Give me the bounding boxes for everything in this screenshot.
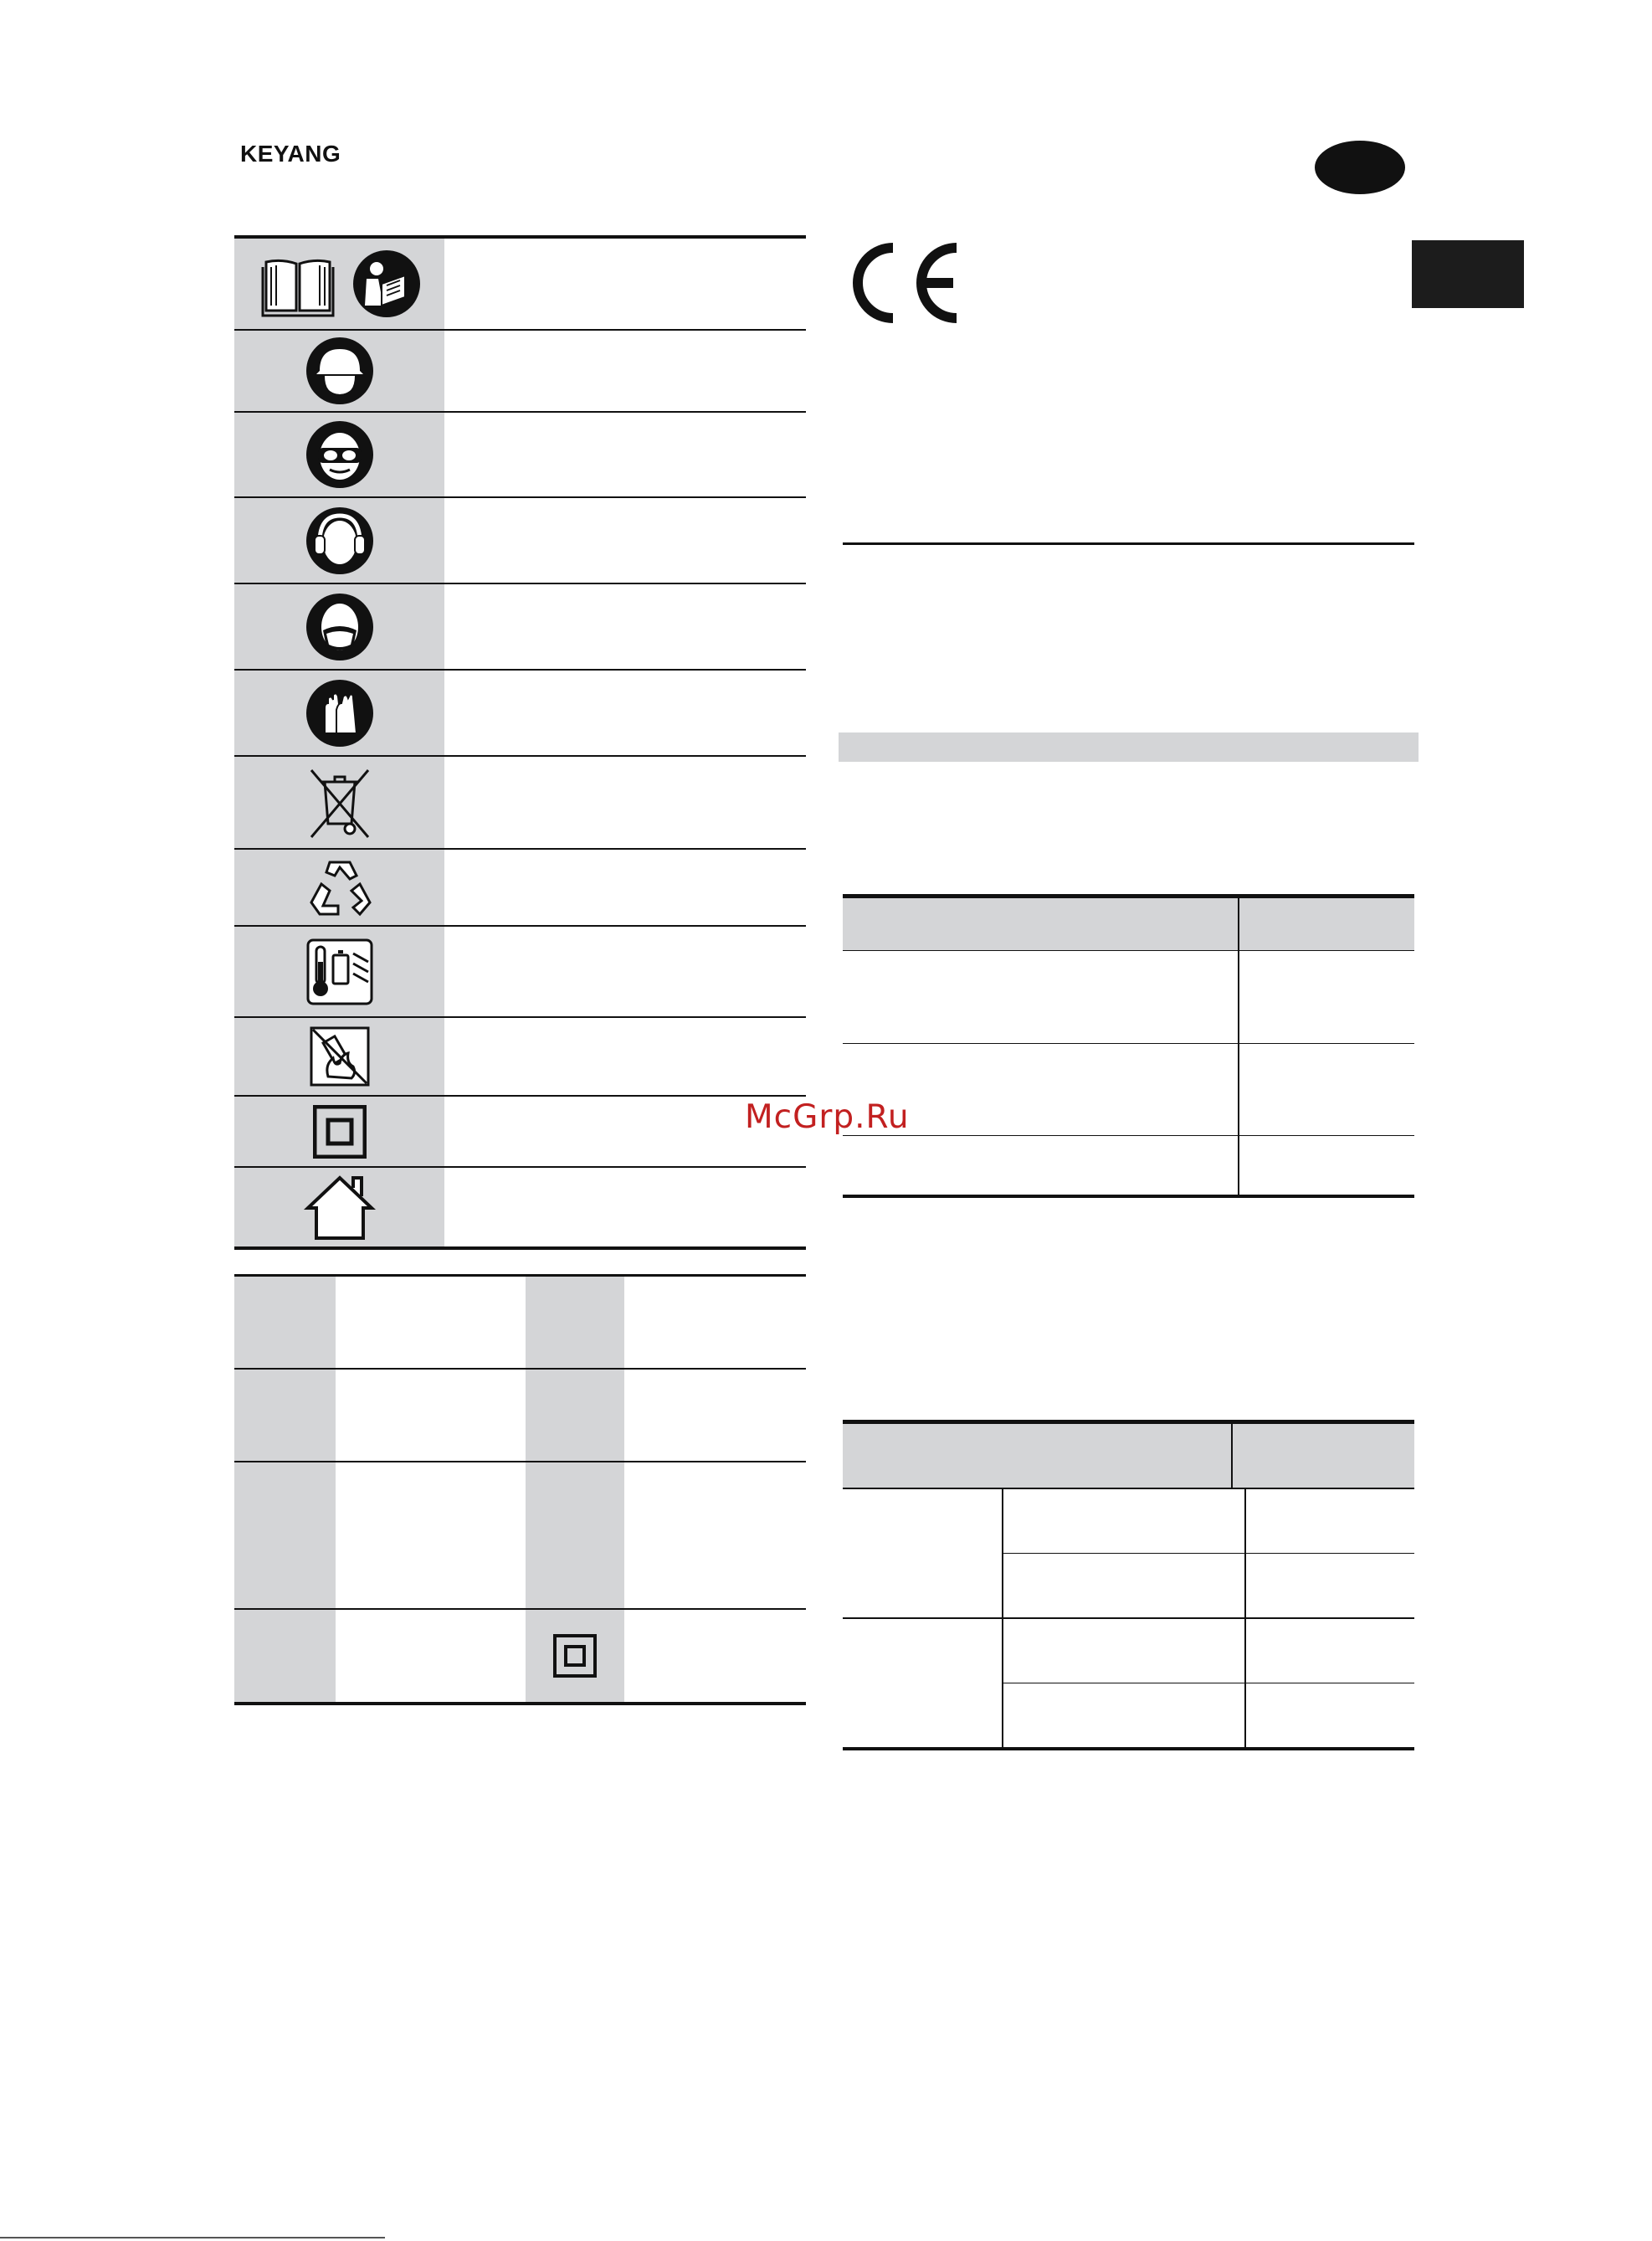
table-cell bbox=[1003, 1489, 1246, 1553]
table-header bbox=[843, 898, 1414, 951]
abbr-value bbox=[336, 1462, 526, 1608]
abbr-key bbox=[234, 1610, 336, 1702]
symbol-row bbox=[234, 413, 806, 498]
symbol-text bbox=[444, 413, 806, 496]
abbr-key bbox=[526, 1462, 624, 1608]
table-row-group bbox=[843, 1489, 1414, 1619]
symbol-row bbox=[234, 1097, 806, 1168]
symbol-row bbox=[234, 1018, 806, 1097]
recycle-icon bbox=[234, 850, 444, 925]
table-cell bbox=[1003, 1619, 1246, 1683]
abbr-key bbox=[526, 1370, 624, 1461]
table-cell bbox=[1003, 1683, 1246, 1747]
protective-gloves-icon bbox=[234, 671, 444, 755]
brand-logo: KEYANG bbox=[240, 141, 341, 167]
group-label bbox=[843, 1489, 1003, 1617]
symbol-text bbox=[444, 584, 806, 669]
head-protection-icon bbox=[234, 331, 444, 411]
abbr-value bbox=[624, 1462, 806, 1608]
table-row bbox=[234, 1462, 806, 1610]
no-fire-battery-icon bbox=[234, 1018, 444, 1095]
table-cell bbox=[1246, 1619, 1414, 1683]
table-cell bbox=[1246, 1683, 1414, 1747]
symbol-text bbox=[444, 331, 806, 411]
section-heading-band bbox=[839, 732, 1419, 762]
symbol-row bbox=[234, 498, 806, 584]
symbol-row bbox=[234, 671, 806, 757]
read-manual-icon bbox=[234, 239, 444, 329]
symbol-row bbox=[234, 850, 806, 927]
symbol-text bbox=[444, 498, 806, 583]
table-cell bbox=[1239, 951, 1414, 1043]
abbr-key bbox=[234, 1277, 336, 1368]
double-insulation-icon bbox=[234, 1097, 444, 1166]
abbreviations-table bbox=[234, 1274, 806, 1705]
table-cell bbox=[843, 1136, 1239, 1195]
table-row bbox=[234, 1277, 806, 1370]
symbol-row bbox=[234, 331, 806, 413]
table-row bbox=[1003, 1619, 1414, 1683]
table-cell bbox=[843, 951, 1239, 1043]
abbr-value bbox=[336, 1277, 526, 1368]
symbol-row bbox=[234, 927, 806, 1018]
abbr-value bbox=[336, 1610, 526, 1702]
symbol-text bbox=[444, 757, 806, 848]
symbol-row bbox=[234, 757, 806, 850]
table-cell bbox=[1239, 1044, 1414, 1135]
symbol-text bbox=[444, 927, 806, 1016]
symbol-text bbox=[444, 850, 806, 925]
symbol-text bbox=[444, 1018, 806, 1095]
table-row-group bbox=[843, 1619, 1414, 1747]
noise-vibration-table bbox=[843, 1420, 1414, 1750]
table-row bbox=[843, 951, 1414, 1044]
table-cell bbox=[1246, 1489, 1414, 1553]
watermark-link[interactable]: McGrp.Ru bbox=[745, 1098, 910, 1136]
abbr-value bbox=[624, 1370, 806, 1461]
table-cell bbox=[1003, 1554, 1246, 1617]
table-row bbox=[843, 1044, 1414, 1136]
language-badge bbox=[1315, 141, 1405, 194]
symbol-row bbox=[234, 239, 806, 331]
abbr-key bbox=[234, 1462, 336, 1608]
abbr-value bbox=[624, 1277, 806, 1368]
symbol-text bbox=[444, 239, 806, 329]
dust-mask-icon bbox=[234, 584, 444, 669]
specs-table bbox=[843, 894, 1414, 1198]
column-header bbox=[843, 898, 1239, 950]
symbol-row bbox=[234, 584, 806, 671]
weee-crossed-bin-icon bbox=[234, 757, 444, 848]
ear-protection-icon bbox=[234, 498, 444, 583]
table-header bbox=[843, 1424, 1414, 1489]
ce-mark-icon bbox=[849, 241, 963, 328]
double-insulation-icon bbox=[526, 1610, 624, 1702]
section-tab bbox=[1412, 240, 1524, 308]
table-cell bbox=[1239, 1136, 1414, 1195]
table-cell bbox=[1246, 1554, 1414, 1617]
table-row bbox=[234, 1610, 806, 1702]
footer-line bbox=[0, 2237, 385, 2238]
symbol-row bbox=[234, 1168, 806, 1246]
symbol-text bbox=[444, 1168, 806, 1246]
table-row bbox=[234, 1370, 806, 1462]
table-row bbox=[1003, 1683, 1414, 1747]
eye-protection-icon bbox=[234, 413, 444, 496]
symbols-table bbox=[234, 235, 806, 1250]
abbr-key bbox=[234, 1370, 336, 1461]
table-row bbox=[1003, 1489, 1414, 1554]
indoor-use-house-icon bbox=[234, 1168, 444, 1246]
symbol-text bbox=[444, 671, 806, 755]
column-header bbox=[1233, 1424, 1414, 1488]
abbr-key bbox=[526, 1277, 624, 1368]
table-row bbox=[1003, 1554, 1414, 1617]
abbr-value bbox=[624, 1610, 806, 1702]
column-header bbox=[843, 1424, 1233, 1488]
battery-temperature-icon bbox=[234, 927, 444, 1016]
group-label bbox=[843, 1619, 1003, 1747]
table-row bbox=[843, 1136, 1414, 1195]
abbr-value bbox=[336, 1370, 526, 1461]
column-header bbox=[1239, 898, 1414, 950]
divider bbox=[843, 542, 1414, 545]
